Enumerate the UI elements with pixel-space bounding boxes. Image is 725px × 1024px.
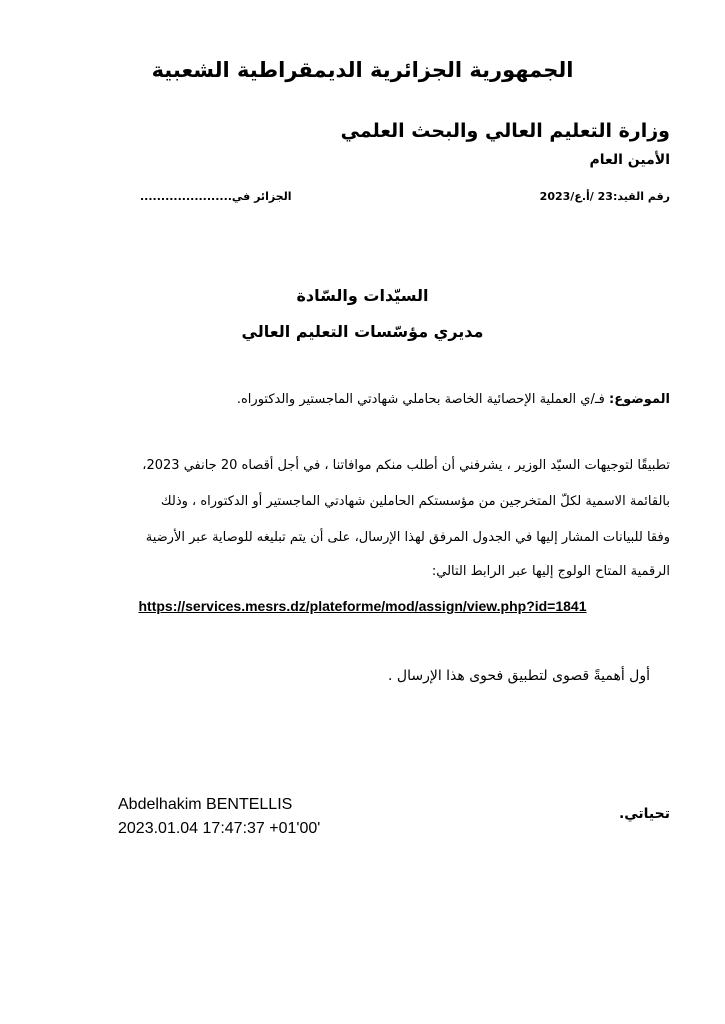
body-line-1: تطبيقًا لتوجيهات السيّد الوزير ، يشرفني أن أطلب منكم موافاتنا ، في أجل أقصاه 20 جانفي 2023، [142, 458, 670, 473]
importance-note: أول أهميةً قصوى لتطبيق فحوى هذا الإرسال . [388, 668, 650, 684]
republic-title: الجمهورية الجزائرية الديمقراطية الشعبية [151, 58, 574, 82]
subject-label: الموضوع: [609, 392, 670, 407]
subject-line [237, 392, 670, 407]
signature-date: 2023.01.04 17:47:37 +01'00' [118, 820, 321, 837]
reference-number: رقم القيد:23 /أ.ع/2023 [539, 190, 670, 203]
subject-text: فـ/ي العملية الإحصائية الخاصة بحاملي شهادتي الماجستير والدكتوراه. [236, 392, 605, 407]
signature-name: Abdelhakim BENTELLIS [118, 796, 293, 813]
ministry-name: وزارة التعليم العالي والبحث العلمي [340, 120, 670, 142]
addressee-line-1: السيّدات والسّادة [296, 286, 429, 305]
closing-regards: تحياتي. [618, 806, 670, 822]
body-line-2: بالقائمة الاسمية لكلّ المتخرجين من مؤسستكم الحاملين شهادتي الماجستير أو الدكتوراه ، وذلك [160, 494, 670, 509]
place-date: الجزائر في...................... [140, 190, 292, 203]
addressee-line-2: مديري مؤسّسات التعليم العالي [241, 322, 484, 341]
secretary-general-label: الأمين العام [589, 152, 670, 168]
platform-link[interactable]: https://services.mesrs.dz/plateforme/mod/assign/view.php?id=1841 [138, 598, 587, 614]
body-line-3: وفقا للبيانات المشار إليها في الجدول المرفق لهذا الإرسال، على أن يتم تبليغه للوصاية عبر الأرضية [145, 530, 670, 545]
body-line-4: الرقمية المتاح الولوج إليها عبر الرابط التالي: [431, 564, 670, 579]
